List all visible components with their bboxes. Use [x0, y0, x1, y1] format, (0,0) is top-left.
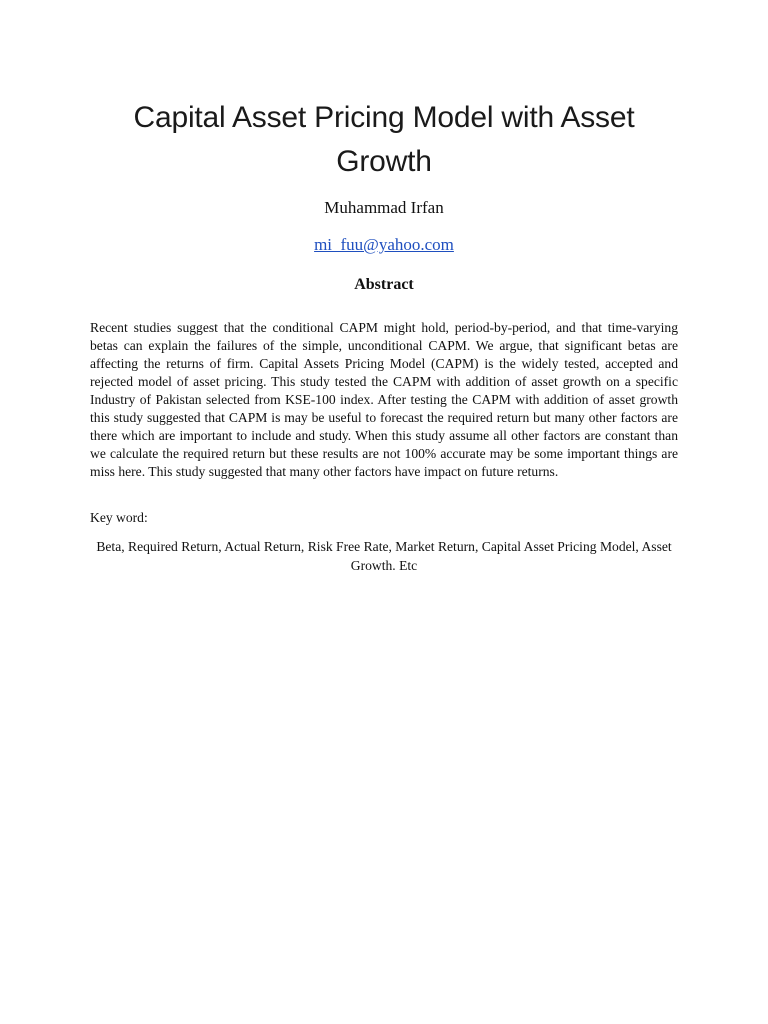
abstract-heading: Abstract — [354, 276, 414, 293]
keywords-list: Beta, Required Return, Actual Return, Risk Free Rate, Market Return, Capital Asset Pricing Model, Asset Growth. Etc — [96, 539, 672, 573]
author-name: Muhammad Irfan — [324, 198, 444, 217]
paper-title: Capital Asset Pricing Model with Asset Growth — [133, 101, 635, 178]
abstract-text: Recent studies suggest that the conditional CAPM might hold, period-by-period, and that time-varying betas can explain the failures of the simple, unconditional CAPM. We argue, that significant betas are affecting the returns of firm. Capital Assets Pricing Model (CAPM) is the widely tested, accepted and rejected model of asset pricing. This study tested the CAPM with addition of asset growth on a specific Industry of Pakistan selected from KSE-100 index. After testing the CAPM with addition of asset growth this study suggested that CAPM is may be useful to forecast the required return but many other factors are there which are important to include and study. When this study assume all other factors are constant than we calculate the required return but these results are not 100% accurate may be some important things are miss here. This study suggested that many other factors have impact on future returns. — [90, 320, 678, 479]
keyword-label: Key word: — [90, 510, 148, 525]
author-email — [90, 234, 678, 256]
email-link[interactable]: mi_fuu@yahoo.com — [314, 235, 454, 254]
